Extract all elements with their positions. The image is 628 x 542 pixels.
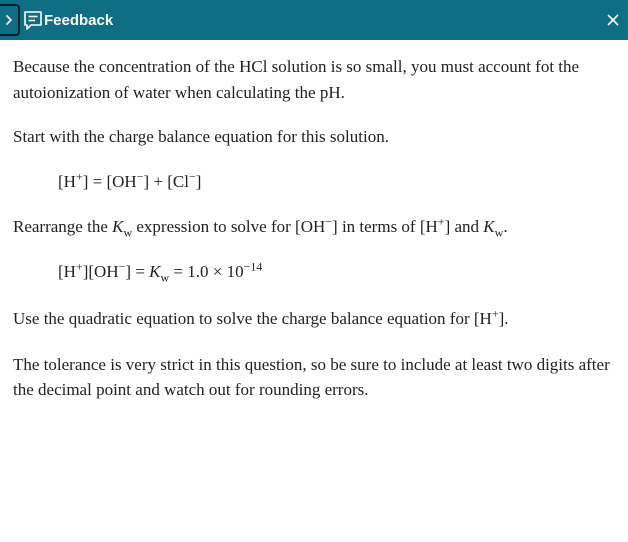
kw-equation: $[H^+][OH^-] = K_w = 1.0 \times 10^{-14}$ [58, 259, 263, 285]
feedback-paragraph-4: Use the quadratic equation to solve the charge balance equation for [H+]. [13, 306, 509, 328]
close-button[interactable] [604, 11, 622, 29]
feedback-paragraph-5: The tolerance is very strict in this question, so be sure to include at least two digits after the decimal point and watch out for rounding errors. [13, 354, 610, 399]
chevron-right-icon [5, 14, 13, 26]
close-icon [607, 14, 619, 26]
feedback-paragraph-1: Because the concentration of the HCl solution is so small, you must account fot the autoionization of water when calculating the pH. [13, 57, 580, 102]
feedback-content [13, 54, 613, 403]
collapse-panel-button[interactable] [0, 4, 20, 36]
feedback-comment-icon [24, 11, 42, 31]
feedback-paragraph-3: Rearrange the $K_w$ expression to solve for [OH−] in terms of [H+] and $K_w$. [13, 213, 508, 239]
feedback-paragraph-2: Start with the charge balance equation for this solution. [13, 127, 389, 146]
feedback-header [0, 0, 628, 40]
panel-title: Feedback [44, 12, 114, 29]
charge-balance-equation: [H+] = [OH−] + [Cl−] [58, 168, 202, 191]
